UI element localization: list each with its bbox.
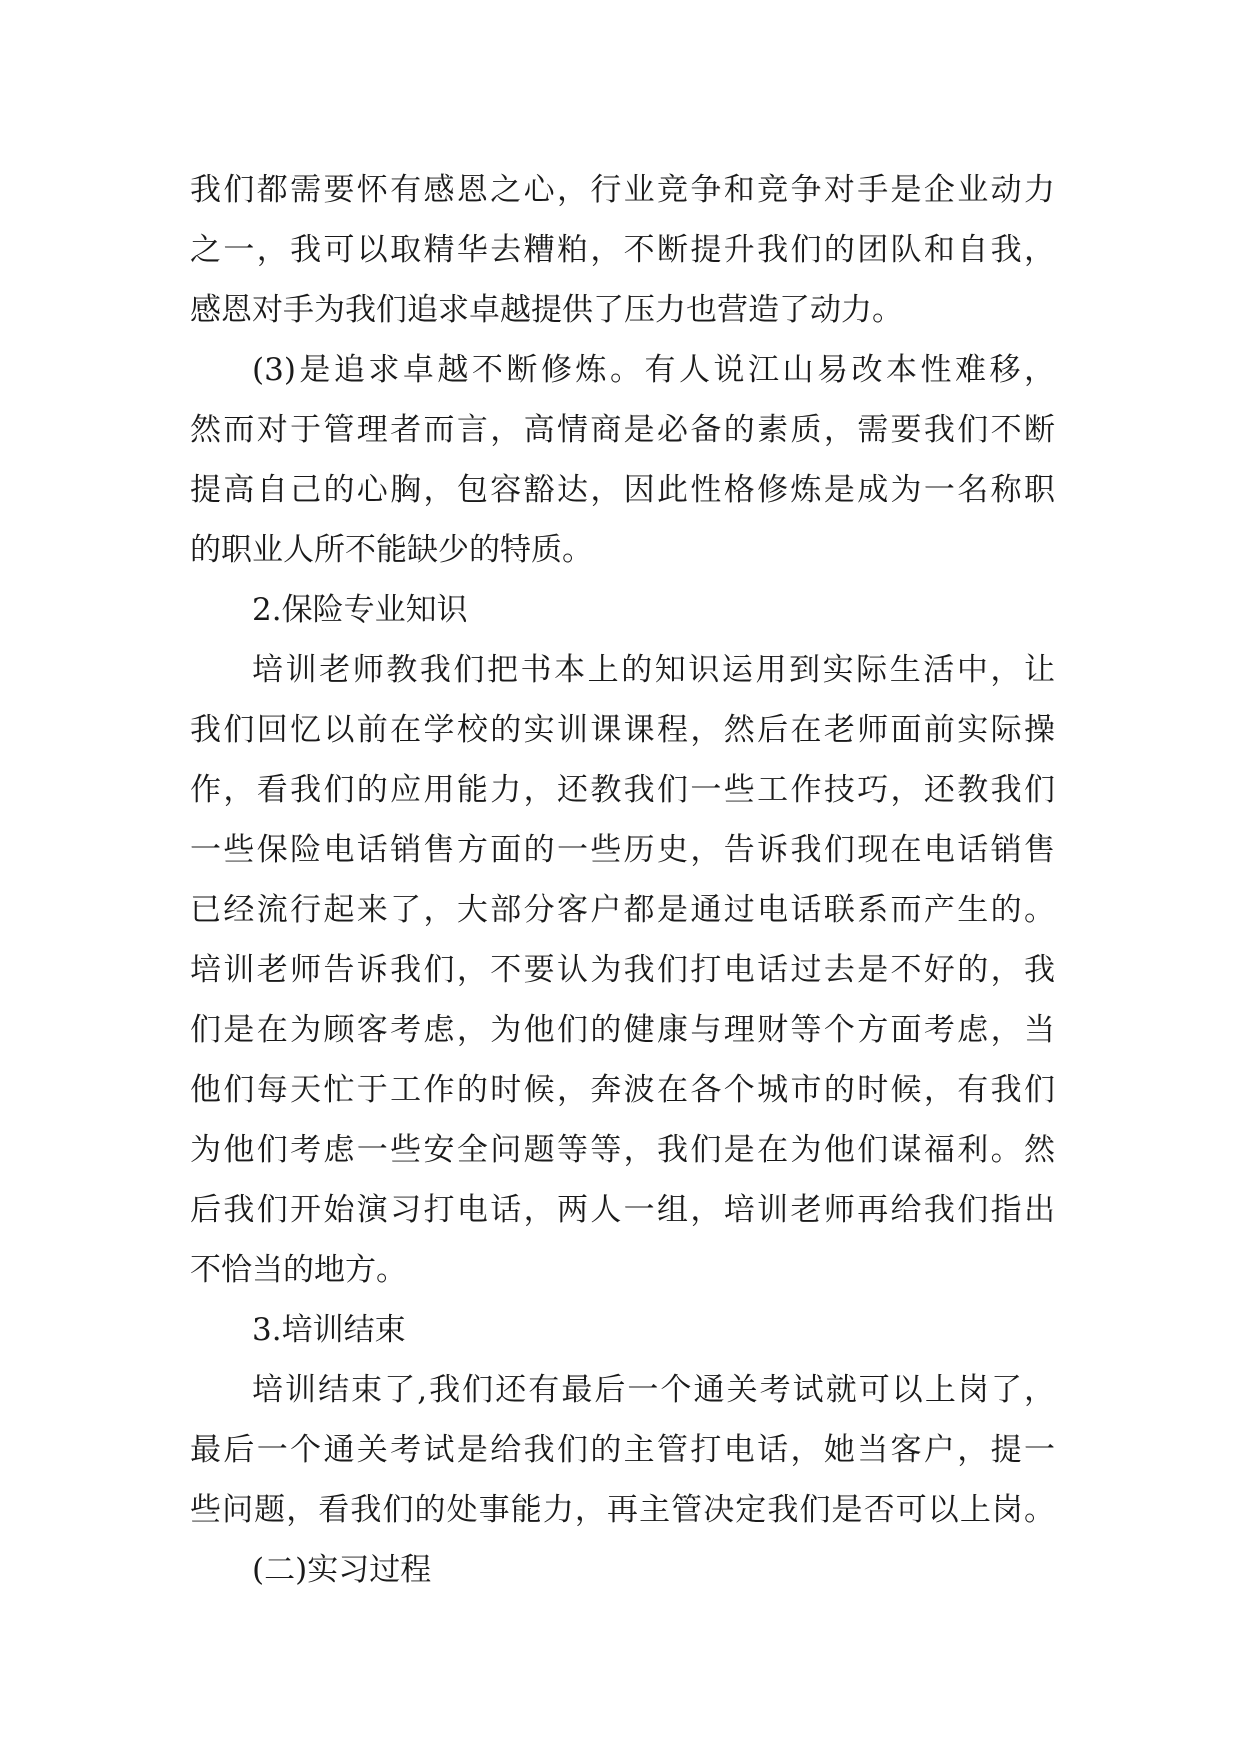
text-line: 已经流行起来了，大部分客户都是通过电话联系而产生的。 bbox=[190, 892, 1055, 928]
text-line: 之一，我可以取精华去糟粕，不断提升我们的团队和自我， bbox=[190, 232, 1055, 268]
text-line: 些问题，看我们的处事能力，再主管决定我们是否可以上岗。 bbox=[190, 1492, 1055, 1528]
text-line: 的职业人所不能缺少的特质。 bbox=[190, 532, 593, 568]
paragraph-start-line: (3)是追求卓越不断修炼。有人说江山易改本性难移， bbox=[252, 352, 1055, 388]
text-line: 不恰当的地方。 bbox=[190, 1252, 407, 1288]
text-line: 为他们考虑一些安全问题等等，我们是在为他们谋福利。然 bbox=[190, 1132, 1055, 1168]
text-line: 培训老师告诉我们，不要认为我们打电话过去是不好的，我 bbox=[190, 952, 1055, 988]
document-body bbox=[190, 160, 1055, 1600]
text-line: 后我们开始演习打电话，两人一组，培训老师再给我们指出 bbox=[190, 1192, 1055, 1228]
text-line: 他们每天忙于工作的时候，奔波在各个城市的时候，有我们 bbox=[190, 1072, 1055, 1108]
text-line: 我们回忆以前在学校的实训课课程，然后在老师面前实际操 bbox=[190, 712, 1055, 748]
text-line: 一些保险电话销售方面的一些历史，告诉我们现在电话销售 bbox=[190, 832, 1055, 868]
text-line: 我们都需要怀有感恩之心，行业竞争和竞争对手是企业动力 bbox=[190, 172, 1055, 208]
section-heading: 3.培训结束 bbox=[252, 1312, 406, 1348]
text-line: 感恩对手为我们追求卓越提供了压力也营造了动力。 bbox=[190, 292, 903, 328]
paragraph-start-line: 培训结束了,我们还有最后一个通关考试就可以上岗了， bbox=[252, 1372, 1055, 1408]
text-line: 们是在为顾客考虑，为他们的健康与理财等个方面考虑，当 bbox=[190, 1012, 1055, 1048]
section-heading: 2.保险专业知识 bbox=[252, 592, 468, 628]
text-line: 然而对于管理者而言，高情商是必备的素质，需要我们不断 bbox=[190, 412, 1055, 448]
paragraph-start-line: 培训老师教我们把书本上的知识运用到实际生活中，让 bbox=[252, 652, 1055, 688]
text-line: 作，看我们的应用能力，还教我们一些工作技巧，还教我们 bbox=[190, 772, 1055, 808]
text-line: 最后一个通关考试是给我们的主管打电话，她当客户，提一 bbox=[190, 1432, 1055, 1468]
section-heading: (二)实习过程 bbox=[252, 1552, 432, 1588]
text-line: 提高自己的心胸，包容豁达，因此性格修炼是成为一名称职 bbox=[190, 472, 1055, 508]
